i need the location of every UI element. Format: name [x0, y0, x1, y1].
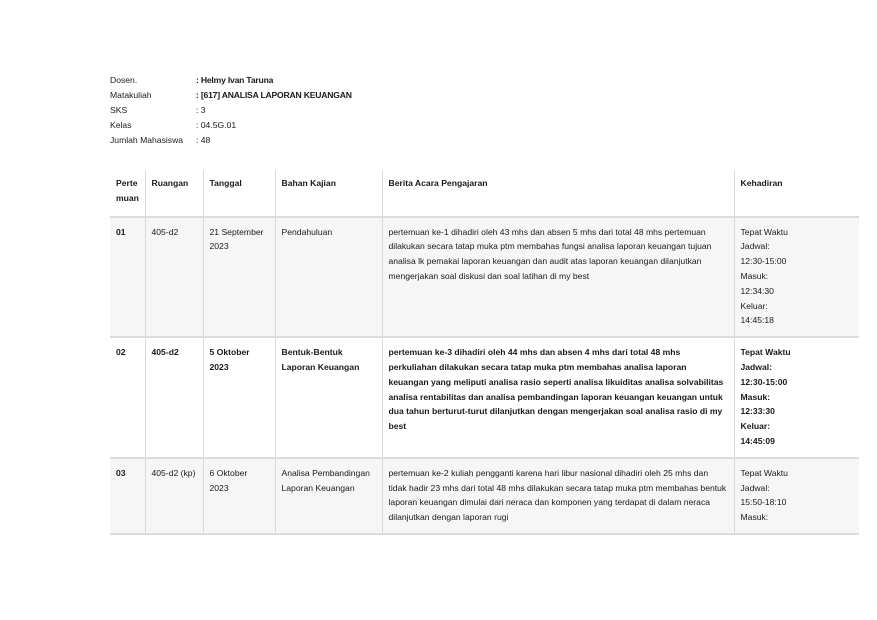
- info-value: : 3: [196, 105, 206, 115]
- kehadiran-keluar-value: 14:45:09: [740, 435, 775, 446]
- header-ruangan: Ruangan: [145, 170, 203, 217]
- kehadiran-status: Tepat Waktu: [740, 467, 788, 478]
- header-kehadiran: Kehadiran: [734, 170, 859, 217]
- kehadiran-jadwal-label: Jadwal:: [740, 482, 770, 493]
- kehadiran-keluar-value: 14:45:18: [740, 315, 774, 326]
- info-label: Matakuliah: [110, 90, 152, 100]
- cell-bahan-kajian: Pendahuluan: [275, 217, 382, 338]
- cell-tanggal: 6 Oktober 2023: [203, 458, 275, 534]
- course-info: [110, 73, 352, 148]
- header-pertemuan: Perte muan: [116, 178, 139, 203]
- info-label: Jumlah Mahasiswa: [110, 135, 184, 145]
- info-row-kelas: [110, 118, 352, 133]
- cell-berita-acara: pertemuan ke-2 kuliah pengganti karena hari libur nasional dihadiri oleh 25 mhs dan tidak hadir 23 mhs dari total 48 mhs dilakukan secara tatap muka ptm membahas bentuk laporan keuangan dimulai dari neraca dan komponen yang terdapat di dalam neraca dilanjutkan dengan laporan rugi: [382, 458, 734, 534]
- cell-kehadiran: [734, 217, 859, 338]
- kehadiran-jadwal-label: Jadwal:: [740, 361, 773, 372]
- cell-kehadiran: [734, 337, 859, 458]
- header-berita-acara: Berita Acara Pengajaran: [382, 170, 734, 217]
- info-value: : 04.5G.01: [196, 120, 237, 130]
- cell-tanggal: 5 Oktober 2023: [203, 337, 275, 458]
- cell-pertemuan: 03: [116, 467, 126, 478]
- info-row-matakuliah: [110, 88, 352, 103]
- kehadiran-masuk-label: Masuk:: [740, 391, 771, 402]
- info-label: SKS: [110, 105, 128, 115]
- kehadiran-status: Tepat Waktu: [740, 347, 791, 358]
- cell-ruangan: 405-d2: [145, 337, 203, 458]
- cell-bahan-kajian: Analisa Pembandingan Laporan Keuangan: [275, 458, 382, 534]
- kehadiran-masuk-value: 12:34:30: [740, 285, 774, 296]
- cell-ruangan: 405-d2: [145, 217, 203, 338]
- cell-bahan-kajian: Bentuk-Bentuk Laporan Keuangan: [275, 337, 382, 458]
- cell-tanggal: 21 September 2023: [203, 217, 275, 338]
- table-row: [110, 217, 859, 338]
- kehadiran-status: Tepat Waktu: [740, 226, 788, 237]
- kehadiran-keluar-label: Keluar:: [740, 300, 768, 311]
- kehadiran-jadwal-value: 12:30-15:00: [740, 256, 787, 267]
- table-header-row: [110, 170, 859, 217]
- cell-berita-acara: pertemuan ke-3 dihadiri oleh 44 mhs dan absen 4 mhs dari total 48 mhs perkuliahan dilakukan secara tatap muka ptm membahas analisa laporan keuangan yang meliputi analisa rasio seperti analisa likuiditas analisa solvabilitas analisa rentabilitas dan analisa pembandingan laporan keuangan keuangan untuk dua tahun berturut-turut dilanjutkan dengan mengerjakan soal analisa rasio di my best: [382, 337, 734, 458]
- cell-kehadiran: [734, 458, 859, 534]
- kehadiran-keluar-label: Keluar:: [740, 421, 771, 432]
- table-row: [110, 337, 859, 458]
- info-row-dosen: [110, 73, 352, 88]
- info-label: Dosen.: [110, 75, 138, 85]
- info-value: : [617] ANALISA LAPORAN KEUANGAN: [196, 90, 352, 100]
- cell-pertemuan: 01: [116, 226, 126, 237]
- attendance-table-container: [110, 170, 859, 540]
- info-value: : Helmy Ivan Taruna: [196, 75, 274, 85]
- cell-berita-acara: pertemuan ke-1 dihadiri oleh 43 mhs dan absen 5 mhs dari total 48 mhs pertemuan dilakukan secara tatap muka ptm membahas fungsi analisa laporan keuangan tujuan analisa lk pemakai laporan keuangan dan audit atas laporan keuangan dilanjutkan mengerjakan soal diskusi dan soal latihan di my best: [382, 217, 734, 338]
- info-row-jumlah-mahasiswa: [110, 133, 352, 148]
- cell-pertemuan: 02: [116, 347, 126, 358]
- kehadiran-masuk-label: Masuk:: [740, 270, 769, 281]
- attendance-table: [110, 170, 859, 535]
- kehadiran-jadwal-value: 12:30-15:00: [740, 376, 788, 387]
- header-bahan-kajian: Bahan Kajian: [275, 170, 382, 217]
- kehadiran-jadwal-label: Jadwal:: [740, 241, 770, 252]
- cell-ruangan: 405-d2 (kp): [145, 458, 203, 534]
- info-value: : 48: [196, 135, 211, 145]
- kehadiran-jadwal-value: 15:50-18:10: [740, 497, 787, 508]
- kehadiran-masuk-value: 12:33:30: [740, 406, 775, 417]
- kehadiran-masuk-label: Masuk:: [740, 512, 769, 523]
- table-row: [110, 458, 859, 534]
- header-tanggal: Tanggal: [203, 170, 275, 217]
- info-label: Kelas: [110, 120, 132, 130]
- info-row-sks: [110, 103, 352, 118]
